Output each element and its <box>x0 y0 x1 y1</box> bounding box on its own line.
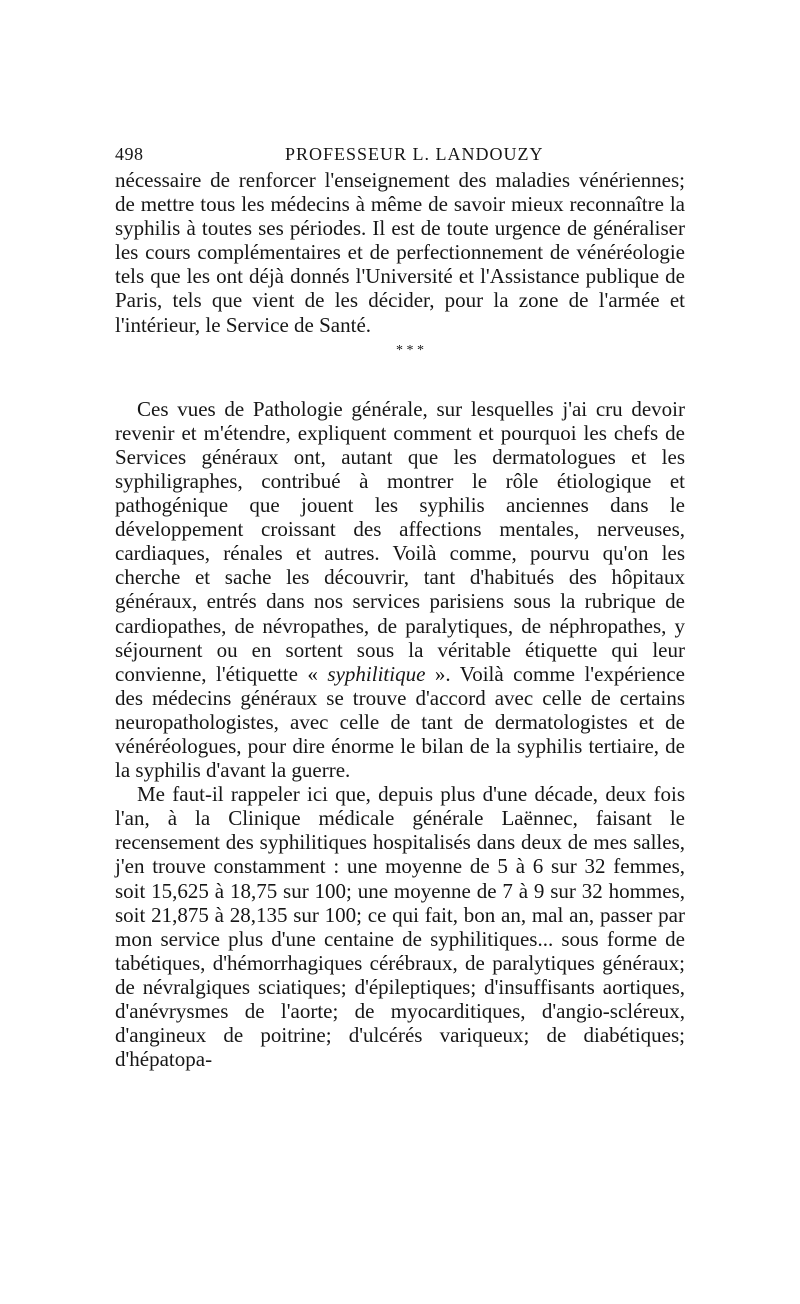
book-page <box>115 138 685 1071</box>
paragraph: Me faut-il rappeler ici que, depuis plus d'une décade, deux fois l'an, à la Clinique médicale générale Laënnec, faisant le recensement des syphilitiques hospitalisés dans deux de mes salles, j'en trouve constamment : une moyenne de 5 à 6 sur 32 femmes, soit 15,625 à 18,75 sur 100; une moyenne de 7 à 9 sur 32 hommes, soit 21,875 à 28,135 sur 100; ce qui fait, bon an, mal an, passer par mon service plus d'une centaine de syphilitiques... sous forme de tabétiques, d'hémorrhagiques cérébraux, de paralytiques généraux; de névralgiques sciatiques; d'épileptiques; d'insuffisants aortiques, d'anévrysmes de l'aorte; de myocarditiques, d'angio-scléreux, d'angineux de poitrine; d'ulcérés variqueux; de diabétiques; d'hépatopa- <box>115 782 685 1072</box>
body-text <box>115 168 685 1071</box>
page-header <box>115 138 685 168</box>
paragraph <box>115 397 685 783</box>
section-separator: * * * <box>396 342 424 358</box>
running-head: PROFESSEUR L. LANDOUZY <box>285 144 544 164</box>
page-number: 498 <box>115 144 144 164</box>
paragraph-text: ». Voilà comme l'expérience des médecins généraux se trouve d'accord avec celle de certains neuropathologistes, avec celle de tant de dermatologistes et de vénéréologues, pour dire énorme le bilan de la syphilis tertiaire, de la syphilis d'avant la guerre. <box>115 661 686 783</box>
italic-term: syphilitique <box>327 661 426 686</box>
paragraph-continuation: nécessaire de renforcer l'enseignement des maladies vénériennes; de mettre tous les médecins à même de savoir mieux reconnaître la syphilis à toutes ses périodes. Il est de toute urgence de généraliser les cours complémentaires et de perfectionnement de vénéréologie tels que les ont déjà donnés l'Université et l'Assistance publique de Paris, tels que vient de les décider, pour la zone de l'armée et l'intérieur, le Service de Santé. <box>115 168 685 337</box>
paragraph-text: Ces vues de Pathologie générale, sur lesquelles j'ai cru devoir revenir et m'étendre, expliquent comment et pourquoi les chefs de Services généraux ont, autant que les dermatologues et les syphiligraphes, contribué à montrer le rôle étiologique et pathogénique que jouent les syphilis anciennes dans le développement croissant des affections mentales, nerveuses, cardiaques, rénales et autres. Voilà comme, pourvu qu'on les cherche et sache les découvrir, tant d'habitués des hôpitaux généraux, entrés dans nos services parisiens sous la rubrique de cardiopathes, de névropathes, de paralytiques, de néphropathes, y séjournent ou en sortent sous la véritable étiquette qui leur convienne, l'étiquette « <box>115 396 685 686</box>
